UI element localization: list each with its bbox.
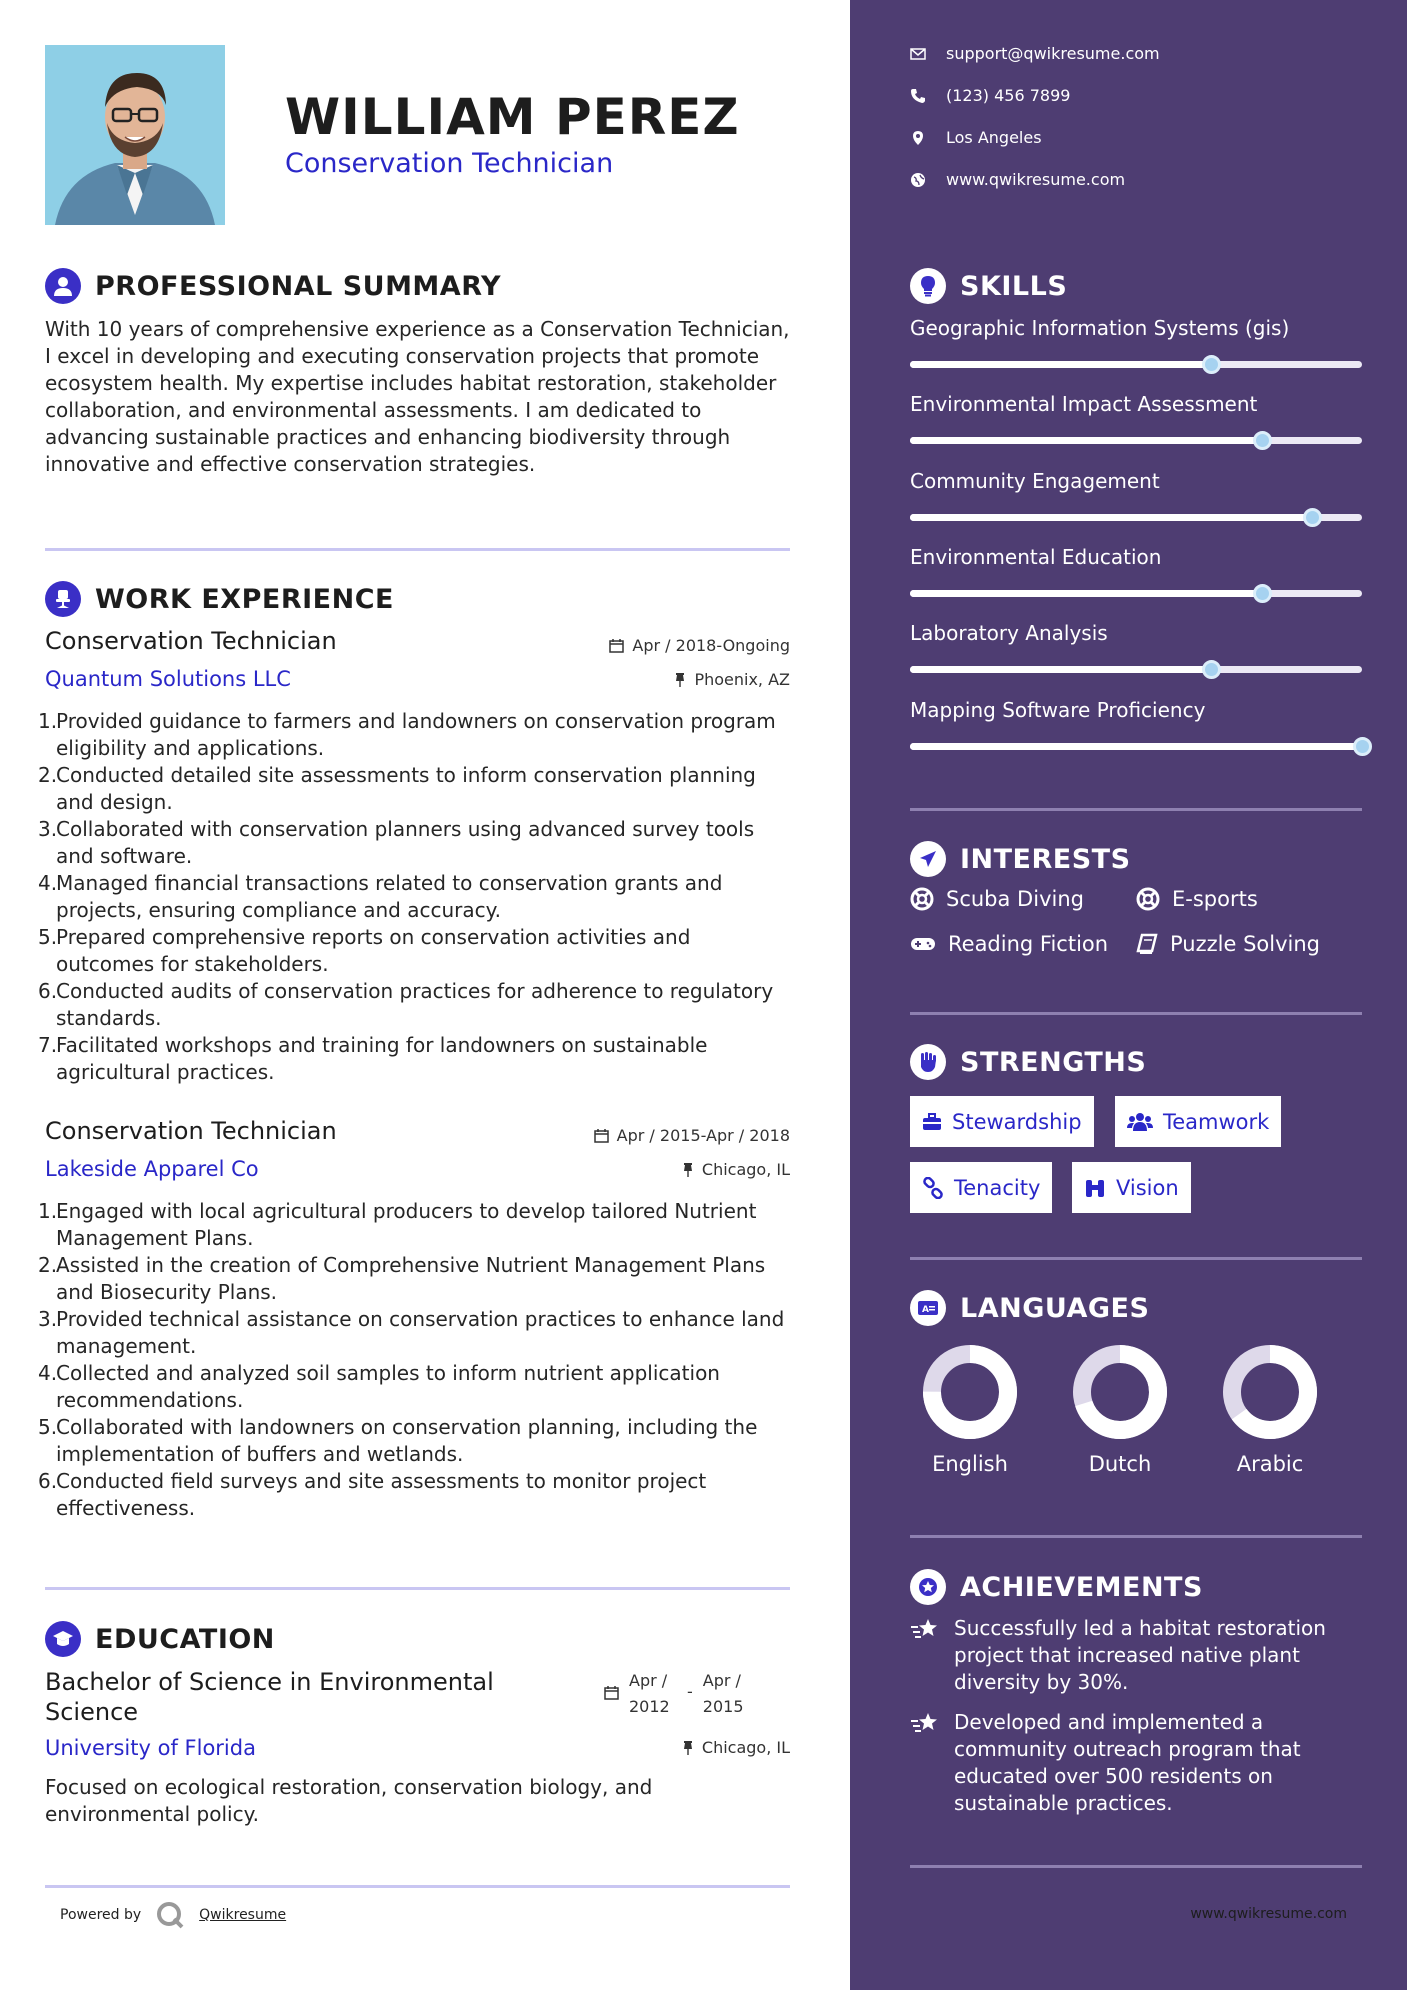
strength-chip: Vision bbox=[1072, 1162, 1191, 1213]
list-item: 6. Conducted audits of conservation practices for adherence to regulatory standards. bbox=[38, 979, 774, 1030]
skill-label: Community Engagement bbox=[910, 469, 1160, 493]
graduation-cap-icon bbox=[45, 1621, 81, 1657]
language-item bbox=[1210, 1342, 1330, 1476]
company-name: Lakeside Apparel Co bbox=[45, 1157, 259, 1181]
life-ring-icon bbox=[910, 887, 934, 911]
divider bbox=[910, 1012, 1362, 1015]
calendar-icon bbox=[594, 1128, 609, 1143]
skill-knob bbox=[1253, 431, 1272, 450]
summary-heading: PROFESSIONAL SUMMARY bbox=[95, 270, 502, 302]
job-bullets bbox=[38, 708, 788, 1086]
language-item bbox=[1060, 1342, 1180, 1476]
list-item: 4. Managed financial transactions related to conservation grants and projects, ensuring compliance and accuracy. bbox=[38, 871, 723, 922]
link-icon bbox=[922, 1177, 944, 1199]
qwikresume-logo-icon bbox=[155, 1900, 185, 1930]
divider bbox=[45, 1587, 790, 1590]
job-location: Chicago, IL bbox=[682, 1160, 790, 1179]
calendar-icon bbox=[609, 638, 624, 653]
profile-photo bbox=[45, 45, 225, 225]
interest-item: Scuba Diving bbox=[910, 887, 1084, 911]
shooting-star-icon bbox=[910, 1711, 940, 1735]
qwikresume-link[interactable]: Qwikresume bbox=[199, 1907, 287, 1923]
list-item: 7. Facilitated workshops and training for landowners on sustainable agricultural practices. bbox=[38, 1033, 708, 1084]
list-item: 2. Conducted detailed site assessments to inform conservation planning and design. bbox=[38, 763, 756, 814]
interests-heading: INTERESTS bbox=[960, 843, 1131, 875]
divider bbox=[910, 1257, 1362, 1260]
language-donut bbox=[1070, 1342, 1170, 1442]
company-name: Quantum Solutions LLC bbox=[45, 667, 291, 691]
skill-bar-fill bbox=[910, 361, 1211, 368]
skill-bar bbox=[910, 437, 1362, 444]
language-name: Arabic bbox=[1236, 1452, 1304, 1476]
achievement-item: Successfully led a habitat restoration project that increased native plant diversity by 30%. bbox=[910, 1615, 1362, 1696]
binoculars-icon bbox=[1084, 1178, 1106, 1198]
language-donut bbox=[920, 1342, 1020, 1442]
job-dates: Apr / 2015-Apr / 2018 bbox=[594, 1126, 790, 1145]
skill-bar bbox=[910, 361, 1362, 368]
pin-icon bbox=[682, 1740, 694, 1755]
school-name: University of Florida bbox=[45, 1736, 256, 1760]
skill-bar-fill bbox=[910, 743, 1362, 750]
candidate-title: Conservation Technician bbox=[285, 148, 614, 179]
phone-icon bbox=[910, 88, 926, 104]
calendar-icon bbox=[604, 1685, 619, 1700]
candidate-name: WILLIAM PEREZ bbox=[285, 88, 740, 146]
strength-chip: Tenacity bbox=[910, 1162, 1052, 1213]
skills-header bbox=[910, 268, 1067, 304]
interest-item: E-sports bbox=[1136, 887, 1258, 911]
list-item: 3. Collaborated with conservation planners using advanced survey tools and software. bbox=[38, 817, 755, 868]
skill-knob bbox=[1202, 355, 1221, 374]
life-ring-icon bbox=[1136, 887, 1160, 911]
skill-label: Mapping Software Proficiency bbox=[910, 698, 1206, 722]
job-title: Conservation Technician bbox=[45, 627, 337, 655]
briefcase-icon bbox=[922, 1113, 942, 1131]
divider bbox=[910, 1865, 1362, 1868]
lightbulb-icon bbox=[910, 268, 946, 304]
skill-bar-fill bbox=[910, 590, 1262, 597]
language-icon bbox=[910, 1290, 946, 1326]
list-item: 1. Provided guidance to farmers and landowners on conservation program eligibility and applications. bbox=[38, 709, 776, 760]
languages-header bbox=[910, 1290, 1149, 1326]
languages-heading: LANGUAGES bbox=[960, 1292, 1150, 1324]
summary-header bbox=[45, 268, 501, 304]
user-icon bbox=[45, 268, 81, 304]
achievements-header bbox=[910, 1569, 1203, 1605]
summary-text: With 10 years of comprehensive experience as a Conservation Technician, I excel in developing and executing conservation projects that promote ecosystem health. My expertise includes habitat restoration, stakeholder collaboration, and environmental assessments. I am dedicated to advancing sustainable practices and enhancing biodiversity through innovative and effective conservation strategies. bbox=[45, 317, 790, 476]
pin-icon bbox=[674, 672, 686, 687]
envelope-icon bbox=[910, 47, 926, 61]
skill-bar bbox=[910, 666, 1362, 673]
skill-bar-fill bbox=[910, 666, 1211, 673]
strengths-heading: STRENGTHS bbox=[960, 1046, 1147, 1078]
pin-icon bbox=[682, 1162, 694, 1177]
interest-item: Puzzle Solving bbox=[1136, 932, 1320, 956]
skill-bar bbox=[910, 743, 1362, 750]
education-description: Focused on ecological restoration, conservation biology, and environmental policy. bbox=[45, 1775, 653, 1826]
skill-label: Environmental Education bbox=[910, 545, 1162, 569]
divider bbox=[45, 548, 790, 551]
achievements-heading: ACHIEVEMENTS bbox=[960, 1571, 1203, 1603]
list-item: 1. Engaged with local agricultural producers to develop tailored Nutrient Management Plans. bbox=[38, 1199, 757, 1250]
star-badge-icon bbox=[910, 1569, 946, 1605]
skill-bar bbox=[910, 514, 1362, 521]
contact-location: Los Angeles bbox=[910, 128, 1042, 147]
strength-chip: Teamwork bbox=[1115, 1096, 1281, 1147]
skill-knob bbox=[1253, 584, 1272, 603]
skill-label: Laboratory Analysis bbox=[910, 621, 1108, 645]
globe-icon bbox=[910, 172, 926, 188]
language-name: Dutch bbox=[1088, 1452, 1152, 1476]
list-item: 4. Collected and analyzed soil samples to inform nutrient application recommendations. bbox=[38, 1361, 720, 1412]
skill-knob bbox=[1303, 508, 1322, 527]
list-item: 3. Provided technical assistance on conservation practices to enhance land management. bbox=[38, 1307, 785, 1358]
list-item: 5. Prepared comprehensive reports on conservation activities and outcomes for stakeholders. bbox=[38, 925, 691, 976]
contact-website: www.qwikresume.com bbox=[910, 170, 1125, 189]
list-item: 2. Assisted in the creation of Comprehensive Nutrient Management Plans and Biosecurity Plans. bbox=[38, 1253, 766, 1304]
experience-heading: WORK EXPERIENCE bbox=[95, 583, 394, 615]
education-dates: Apr / 2012 - Apr / 2015 bbox=[604, 1668, 751, 1720]
skill-knob bbox=[1353, 737, 1372, 756]
paper-plane-icon bbox=[910, 841, 946, 877]
education-heading: EDUCATION bbox=[95, 1623, 275, 1655]
experience-header bbox=[45, 581, 394, 617]
svg-text:A: A bbox=[922, 1305, 929, 1315]
language-name: English bbox=[932, 1452, 1008, 1476]
skill-label: Environmental Impact Assessment bbox=[910, 392, 1258, 416]
strength-chip: Stewardship bbox=[910, 1096, 1094, 1147]
footer-url[interactable]: www.qwikresume.com bbox=[1190, 1906, 1347, 1922]
skill-bar-fill bbox=[910, 514, 1312, 521]
language-item bbox=[910, 1342, 1030, 1476]
skills-heading: SKILLS bbox=[960, 270, 1068, 302]
divider bbox=[910, 1535, 1362, 1538]
book-icon bbox=[1136, 933, 1158, 955]
contact-email: support@qwikresume.com bbox=[910, 44, 1160, 63]
shooting-star-icon bbox=[910, 1617, 940, 1641]
office-chair-icon bbox=[45, 581, 81, 617]
skill-knob bbox=[1202, 660, 1221, 679]
divider bbox=[910, 808, 1362, 811]
education-header bbox=[45, 1621, 275, 1657]
gamepad-icon bbox=[910, 935, 936, 953]
list-item: 5. Collaborated with landowners on conservation planning, including the implementation of buffers and wetlands. bbox=[38, 1415, 758, 1466]
achievement-item: Developed and implemented a community outreach program that educated over 500 residents on sustainable practices. bbox=[910, 1709, 1362, 1817]
interests-header bbox=[910, 841, 1131, 877]
skill-label: Geographic Information Systems (gis) bbox=[910, 316, 1290, 340]
job-title: Conservation Technician bbox=[45, 1117, 337, 1145]
divider bbox=[45, 1885, 790, 1888]
powered-by: Powered by Qwikresume bbox=[60, 1900, 286, 1930]
job-location: Phoenix, AZ bbox=[674, 670, 790, 689]
strengths-header bbox=[910, 1044, 1146, 1080]
fist-icon bbox=[910, 1044, 946, 1080]
interest-item: Reading Fiction bbox=[910, 932, 1108, 956]
users-icon bbox=[1127, 1112, 1153, 1132]
job-dates: Apr / 2018-Ongoing bbox=[609, 636, 790, 655]
list-item: 6. Conducted field surveys and site assessments to monitor project effectiveness. bbox=[38, 1469, 707, 1520]
skill-bar-fill bbox=[910, 437, 1262, 444]
education-location: Chicago, IL bbox=[682, 1738, 790, 1757]
degree-title: Bachelor of Science in Environmental Science bbox=[45, 1668, 494, 1726]
map-marker-icon bbox=[910, 130, 926, 146]
language-donut bbox=[1220, 1342, 1320, 1442]
sidebar bbox=[850, 0, 1407, 1990]
skill-bar bbox=[910, 590, 1362, 597]
contact-phone: (123) 456 7899 bbox=[910, 86, 1070, 105]
job-bullets bbox=[38, 1198, 788, 1522]
